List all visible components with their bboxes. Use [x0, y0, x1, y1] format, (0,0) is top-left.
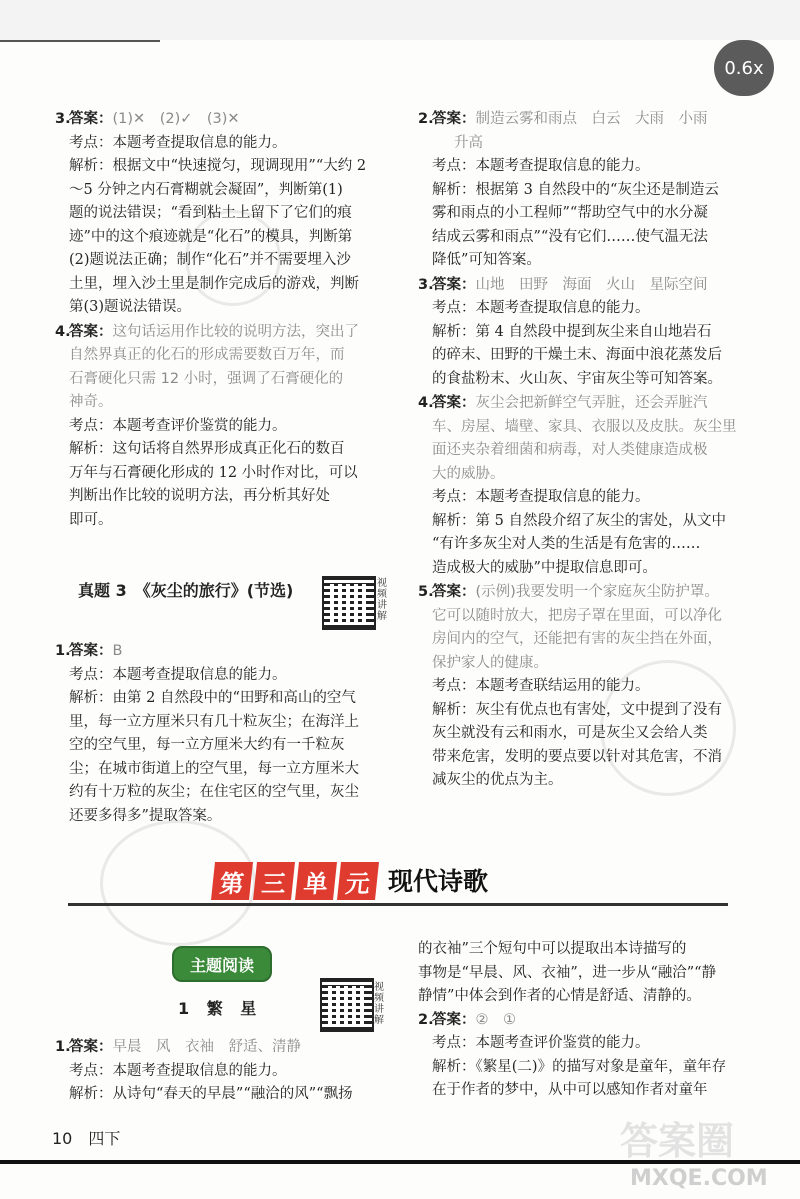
- jiexi-line: 降低”可知答案。: [432, 252, 541, 268]
- kaodian-label: 考点：: [69, 1062, 113, 1079]
- left-q1: [55, 640, 393, 828]
- question-number: 1.: [55, 643, 71, 659]
- kaodian-text: 本题考查提取信息的能力。: [112, 666, 287, 683]
- answer-line: 它可以随时放大，把房子罩在里面，可以净化: [432, 607, 722, 624]
- jiexi-label: 解析：: [69, 1086, 113, 1102]
- kaodian-text: 本题考查提取信息的能力。: [112, 134, 287, 151]
- left-column-lower: [55, 640, 393, 829]
- jiexi-line: 空的空气里，每一立方厘米大约有一千粒灰: [69, 737, 345, 753]
- jiexi-line: 灰尘有优点也有害处，文中提到了没有: [475, 701, 722, 718]
- answer-text: 制造云雾和雨点 白云 大雨 小雨: [475, 111, 708, 127]
- jiexi-line: 里，每一立方厘米只有几十粒灰尘；在海洋上: [69, 713, 359, 730]
- unit-divider: [68, 903, 728, 906]
- jiexi-label: 解析：: [432, 1058, 476, 1075]
- kaodian-label: 考点：: [69, 666, 113, 683]
- jiexi-line: 第 4 自然段中提到灰尘来自山地岩石: [475, 323, 712, 340]
- kaodian-label: 考点：: [432, 678, 476, 694]
- jiexi-line: 约有十万粒的灰尘；在住宅区的空气里，灰尘: [69, 784, 359, 800]
- answer-line: 车、房屋、墙壁、家具、衣服以及皮肤。灰尘里: [432, 418, 737, 435]
- answer-text: 早晨 风 衣袖 舒适、清静: [112, 1039, 301, 1055]
- jiexi-line: 的食盐粉末、火山灰、宇宙灰尘等可知答案。: [432, 370, 722, 387]
- question-number: 3.: [418, 276, 434, 293]
- bottom-right-column: [418, 938, 756, 1104]
- qr-code-icon[interactable]: [322, 576, 376, 630]
- jiexi-line: (2)题说法正确；制作“化石”并不需要埋入沙: [69, 252, 351, 268]
- kaodian-label: 考点：: [69, 417, 113, 434]
- answer-text: (1)✕ (2)✓ (3)✕: [112, 111, 240, 127]
- jiexi-line: 减灰尘的优点为主。: [432, 772, 563, 788]
- answer-label: 答案：: [69, 323, 113, 340]
- answer-line: 保护家人的健康。: [432, 654, 548, 671]
- left-column: [55, 108, 393, 533]
- jiexi-line: 的碎末、田野的干燥土末、海面中浪花蒸发后: [432, 347, 722, 363]
- jiexi-label: 解析：: [432, 323, 476, 340]
- jiexi-line: 静情”中体会到作者的心情是舒适、清静的。: [418, 988, 701, 1004]
- kaodian-label: 考点：: [432, 1035, 476, 1051]
- jiexi-line: 第(3)题说法错误。: [69, 299, 192, 315]
- answer-text: 灰尘会把新鲜空气弄脏，还会弄脏汽: [475, 395, 708, 411]
- qr-caption: 视频讲解: [374, 982, 384, 1026]
- question-number: 5.: [418, 584, 434, 600]
- jiexi-line: 这句话将自然界形成真正化石的数百: [112, 441, 345, 457]
- jiexi-line: 即可。: [69, 511, 113, 528]
- jiexi-line: “有许多灰尘对人类的生活是有危害的……: [432, 536, 701, 552]
- answer-label: 答案：: [69, 111, 113, 127]
- unit-char-box: 元: [337, 862, 379, 900]
- answer-label: 答案：: [69, 1039, 113, 1055]
- jiexi-line: 的衣袖”三个短句中可以提取出本诗描写的: [418, 941, 687, 957]
- answer-label: 答案：: [432, 1011, 476, 1028]
- jiexi-label: 解析：: [432, 181, 476, 198]
- question-number: 4.: [55, 323, 71, 340]
- qr-code-icon[interactable]: [320, 978, 374, 1032]
- jiexi-line: 万年与石膏硬化形成的 12 小时作对比，可以: [69, 464, 358, 481]
- kaodian-text: 本题考查评价鉴赏的能力。: [112, 417, 287, 434]
- jiexi-label: 解析：: [69, 690, 113, 706]
- watermark-logo: 答案圈: [620, 1119, 735, 1163]
- unit-char-box: 三: [253, 862, 295, 900]
- answer-line: 面还夹杂着细菌和病毒，对人类健康造成极: [432, 442, 708, 458]
- left-q4: [55, 321, 393, 533]
- kaodian-text: 本题考查评价鉴赏的能力。: [475, 1035, 650, 1051]
- question-number: 4.: [418, 395, 434, 411]
- watermark-url: MXQE.COM: [630, 1166, 768, 1191]
- answer-text: 这句话运用作比较的说明方法，突出了: [112, 323, 359, 340]
- kaodian-label: 考点：: [432, 158, 476, 174]
- kaodian-label: 考点：: [432, 489, 476, 505]
- right-q2: [418, 108, 756, 273]
- answer-line: 自然界真正的化石的形成需要数百万年，而: [69, 347, 345, 363]
- jiexi-label: 解析：: [69, 441, 113, 457]
- answer-text: B: [112, 643, 123, 659]
- jiexi-line: 造成极大的威胁”中提取信息即可。: [432, 559, 657, 576]
- answer-text: 山地 田野 海面 火山 星际空间: [475, 276, 708, 293]
- jiexi-line: 从诗句“春天的早晨”“融洽的风”“飘扬: [112, 1086, 353, 1102]
- unit-char-box: 单: [295, 862, 337, 900]
- left-q3: [55, 108, 393, 320]
- answer-line: 房间内的空气，还能把有害的灰尘挡在外面，: [432, 631, 722, 647]
- kaodian-text: 本题考查提取信息的能力。: [475, 489, 650, 505]
- theme-reading-tag: 主题阅读: [172, 946, 272, 982]
- answer-line: 神奇。: [69, 394, 113, 410]
- jiexi-line: 迹”中的这个痕迹就是“化石”的模具，判断第: [69, 228, 353, 245]
- answer-text: ② ①: [475, 1011, 516, 1028]
- kaodian-text: 本题考查提取信息的能力。: [112, 1062, 287, 1079]
- right-column: [418, 108, 756, 794]
- unit-title: 现代诗歌: [388, 867, 489, 896]
- answer-text: (示例)我要发明一个家庭灰尘防护罩。: [475, 584, 719, 600]
- question-number: 1.: [55, 1039, 71, 1055]
- bottom-left-column: [55, 1036, 393, 1108]
- poem-title: 1 繁 星: [178, 999, 263, 1018]
- jiexi-line: 还要多得多”提取答案。: [69, 807, 222, 824]
- answer-line: 升高: [454, 134, 483, 151]
- jiexi-line: 雾和雨点的小工程师”“帮助空气中的水分凝: [432, 205, 708, 221]
- poem-q1: [55, 1036, 393, 1107]
- jiexi-label: 解析：: [432, 701, 476, 718]
- answer-label: 答案：: [432, 276, 476, 293]
- jiexi-line: 根据文中“快速搅匀，现调现用”“大约 2: [112, 158, 367, 174]
- jiexi-line: 事物是“早晨、风、衣袖”，进一步从“融洽”“静: [418, 964, 717, 981]
- jiexi-line: 灰尘就没有云和雨水，可是灰尘又会给人类: [432, 725, 708, 741]
- answer-line: 石膏硬化只需 12 小时，强调了石膏硬化的: [69, 370, 344, 387]
- jiexi-line: 结成云雾和雨点”“没有它们……使气温无法: [432, 228, 708, 245]
- answer-line: 大的威胁。: [432, 465, 505, 482]
- poem-q2: [418, 1009, 756, 1103]
- question-number: 3.: [55, 111, 71, 127]
- kaodian-text: 本题考查提取信息的能力。: [475, 300, 650, 316]
- zoom-level-button[interactable]: 0.6x: [714, 40, 774, 96]
- kaodian-text: 本题考查联结运用的能力。: [475, 678, 650, 694]
- page-number: 10 四下: [52, 1129, 121, 1148]
- jiexi-line: 题的说法错误；“看到粘土上留下了它们的痕: [69, 205, 352, 221]
- section-title: 真题 3 《灰尘的旅行》(节选): [78, 581, 294, 600]
- answer-label: 答案：: [432, 395, 476, 411]
- unit-char-box: 第: [211, 862, 253, 900]
- jiexi-line: 判断出作比较的说明方法，再分析其好处: [69, 488, 330, 504]
- page-top-edge: [0, 40, 160, 42]
- jiexi-line: 在于作者的梦中，从中可以感知作者对童年: [432, 1082, 708, 1098]
- kaodian-label: 考点：: [69, 134, 113, 151]
- kaodian-text: 本题考查提取信息的能力。: [475, 158, 650, 174]
- jiexi-label: 解析：: [69, 158, 113, 174]
- answer-label: 答案：: [432, 584, 476, 600]
- jiexi-line: 根据第 3 自然段中的“灰尘还是制造云: [475, 181, 719, 198]
- answer-label: 答案：: [432, 111, 476, 127]
- jiexi-line: 《繁星(二)》的描写对象是童年，童年存: [475, 1058, 727, 1075]
- kaodian-label: 考点：: [432, 300, 476, 316]
- viewer-top-bar: [0, 0, 800, 40]
- jiexi-label: 解析：: [432, 512, 476, 529]
- qr-caption: 视频讲解: [377, 578, 387, 622]
- right-q3: [418, 274, 756, 392]
- jiexi-line: 土里，埋入沙土里是制作完成后的游戏，判断: [69, 275, 359, 292]
- jiexi-line: ～5 分钟之内石膏糊就会凝固”，判断第(1): [69, 181, 343, 198]
- jiexi-line: 由第 2 自然段中的“田野和高山的空气: [112, 690, 356, 706]
- jiexi-line: 第 5 自然段介绍了灰尘的害处，从文中: [475, 512, 726, 529]
- right-q5: [418, 581, 756, 793]
- answer-label: 答案：: [69, 643, 113, 659]
- jiexi-line: 带来危害，发明的要点要以针对其危害，不消: [432, 748, 722, 765]
- question-number: 2.: [418, 111, 434, 127]
- jiexi-line: 尘；在城市街道上的空气里，每一立方厘米大: [69, 760, 359, 777]
- question-number: 2.: [418, 1011, 434, 1028]
- right-q4: [418, 392, 756, 580]
